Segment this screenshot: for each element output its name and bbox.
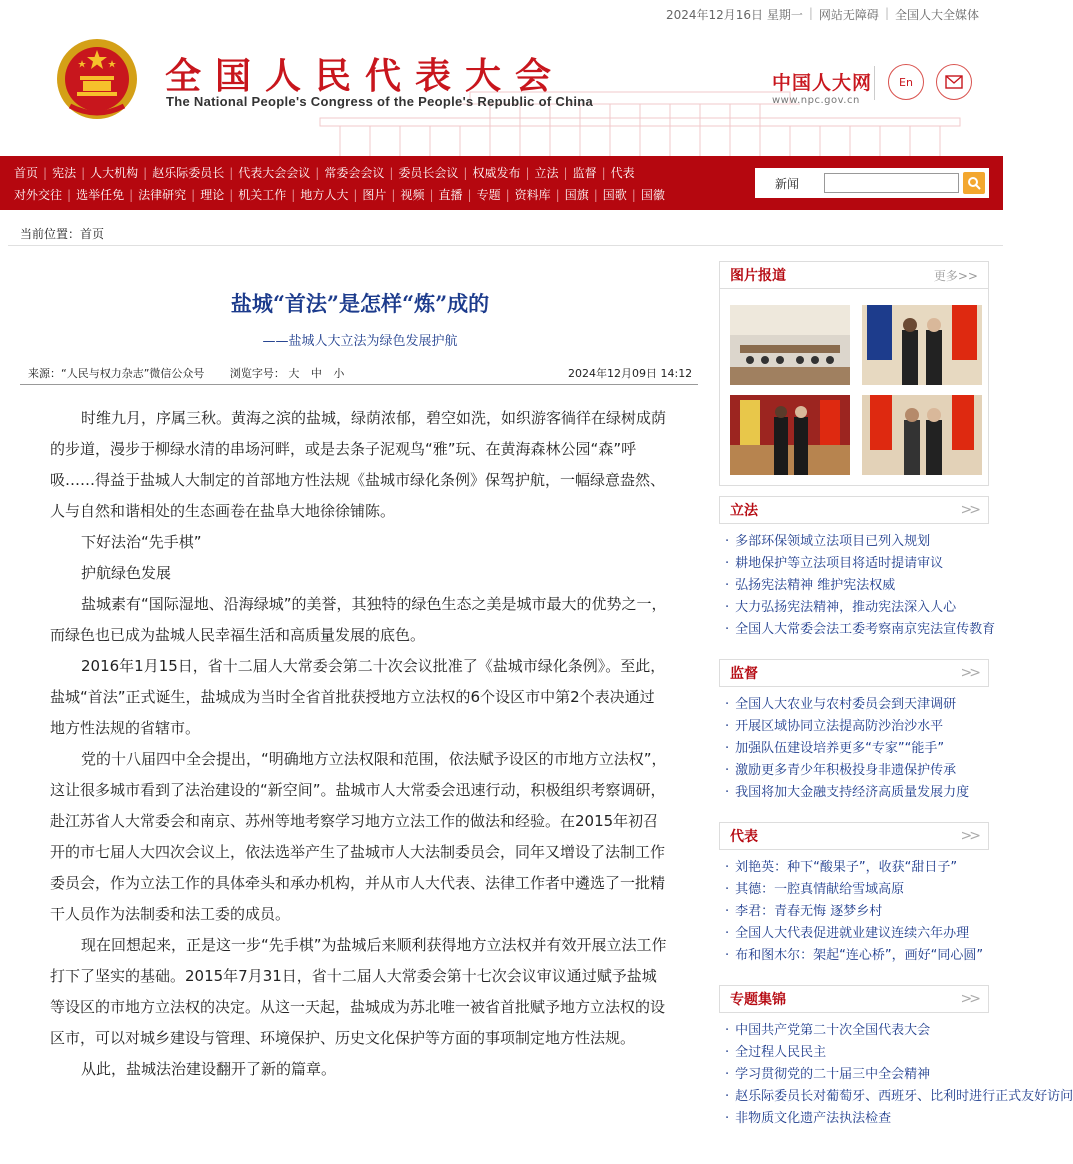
nav-separator: | [67,188,72,202]
site-header [0,28,1003,156]
article-paragraph: 护航绿色发展 [81,564,172,582]
nav-item[interactable]: 专题 [476,188,501,202]
news-link[interactable]: · 李君：青春无悔 逐梦乡村 [725,901,987,923]
news-link[interactable]: · 刘艳英：种下“酸果子”，收获“甜日子” [725,857,987,879]
nav-separator: | [593,188,598,202]
nav-separator: | [353,188,358,202]
article-paragraph: 盐城素有“国际湿地、沿海绿城”的美誉，其独特的绿色生态之美是城市最大的优势之一，而绿色也已成为盐城人民幸福生活和高质量发展的底色。 [50,595,667,644]
accessibility-link[interactable]: 网站无障碍 [818,8,879,22]
nav-item[interactable]: 国旗 [564,188,589,202]
news-link[interactable]: · 加强队伍建设培养更多“专家”“能手” [725,738,987,760]
nav-item[interactable]: 资料库 [514,188,551,202]
sidebar [719,261,1073,1148]
news-link[interactable]: · 大力弘扬宪法精神，推动宪法深入人心 [725,597,987,619]
nav-separator: | [525,166,530,180]
nav-item[interactable]: 国歌 [602,188,627,202]
photo-handshake-3[interactable] [862,395,982,475]
mail-icon [945,75,963,89]
english-button[interactable]: En [888,64,924,100]
nav-item[interactable]: 常委会会议 [324,166,385,180]
nav-item[interactable]: 地方人大 [300,188,349,202]
top-utility-bar [0,0,1003,28]
photo-handshake-2[interactable] [730,395,850,475]
search-scope-label[interactable]: 新闻 [775,176,800,191]
divider [874,66,875,100]
article-date: 2024年12月09日 14:12 [568,367,693,380]
nav-item[interactable]: 法律研究 [138,188,187,202]
nav-item[interactable]: 权威发布 [472,166,521,180]
nav-separator: | [505,188,510,202]
nav-item[interactable]: 首页 [14,166,39,180]
supervision-list [719,687,989,810]
chevron-right-icon[interactable]: >> [960,665,978,681]
topics-list [719,1013,1073,1136]
news-link[interactable]: · 激励更多青少年积极投身非遗保护传承 [725,760,987,782]
article-paragraph: 党的十八届四中全会提出，“明确地方立法权限和范围，依法赋予设区的市地方立法权”，这让很多城市看到了法治建设的“新空间”。盐城市人大常委会迅速行动，积极组织考察调研，赴江苏省人大常委会和南京、苏州等地考察学习地方立法工作的做法和经验。在2015年初召开的市七届人大四次会议上，依法选举产生了盐城市人大法制委员会，同年又增设了法制工作委员会，作为立法工作的具体牵头和承办机构，并从市人大代表、法律工作者中遴选了一批精干人员作为法制委和法工委的成员。 [50,750,667,923]
nav-item[interactable]: 委员长会议 [398,166,459,180]
font-size-medium[interactable]: 中 [310,367,322,380]
font-size-label: 浏览字号： [229,367,285,380]
nav-item[interactable]: 赵乐际委员长 [152,166,225,180]
news-link[interactable]: · 其德：一腔真情献给雪域高原 [725,879,987,901]
nav-item[interactable]: 选举任免 [76,188,125,202]
news-link[interactable]: · 我国将加大金融支持经济高质量发展力度 [725,782,987,804]
news-link[interactable]: · 全过程人民民主 [725,1042,987,1064]
nav-separator: | [389,166,394,180]
article-paragraph: 下好法治“先手棋” [81,533,202,551]
search-button[interactable] [963,172,985,194]
npc-logo-text: 中国人大网 [772,72,873,94]
article-title: 盐城“首法”是怎样“炼”成的 [230,291,490,316]
nav-separator: | [391,188,396,202]
chevron-right-icon[interactable]: >> [960,991,978,1007]
nav-separator: | [601,166,606,180]
nav-item[interactable]: 直播 [438,188,463,202]
national-emblem-icon [52,36,142,122]
article-body [20,403,698,1085]
site-title-en: The National People's Congress of the People's Republic of China [166,94,593,109]
nav-separator: | [229,166,234,180]
news-link[interactable]: · 耕地保护等立法项目将适时提请审议 [725,553,987,575]
photo-meeting-room[interactable] [730,305,850,385]
news-link[interactable]: · 学习贯彻党的二十届三中全会精神 [725,1064,987,1086]
nav-item[interactable]: 图片 [362,188,387,202]
mail-button[interactable] [936,64,972,100]
photo-more-link[interactable]: 更多>> [933,268,978,283]
article-meta [20,363,698,385]
news-link[interactable]: · 中国共产党第二十次全国代表大会 [725,1020,987,1042]
nav-separator: | [429,188,434,202]
search-box [755,168,989,198]
nav-item[interactable]: 代表大会会议 [238,166,311,180]
nav-row-1 [14,162,694,184]
nav-separator: | [563,166,568,180]
separator: | [884,6,889,20]
nav-item[interactable]: 视频 [400,188,425,202]
news-link[interactable]: · 多部环保领域立法项目已列入规划 [725,531,987,553]
npc-logo-url: www.npc.gov.cn [772,95,860,106]
nav-item[interactable]: 宪法 [52,166,77,180]
nav-separator: | [631,188,636,202]
news-link[interactable]: · 弘扬宪法精神 维护宪法权威 [725,575,987,597]
nav-item[interactable]: 国徽 [640,188,665,202]
font-size-large[interactable]: 大 [288,367,300,380]
chevron-right-icon[interactable]: >> [960,828,978,844]
legislation-title[interactable]: 立法 [730,503,758,519]
topics-title[interactable]: 专题集锦 [730,992,786,1008]
article-paragraph: 现在回想起来，正是这一步“先手棋”为盐城后来顺利获得地方立法权并有效开展立法工作打下了坚实的基础。2015年7月31日，省十二届人大常委会第十七次会议审议通过赋予盐城等设区的市地方立法权的决定。从这一天起，盐城成为苏北唯一被省首批赋予地方立法权的设区市，可以对城乡建设与管理、环境保护、历史文化保护等方面的事项制定地方性法规。 [50,936,667,1047]
nav-separator: | [555,188,560,202]
nav-item[interactable]: 对外交往 [14,188,63,202]
photo-handshake-1[interactable] [862,305,982,385]
article-paragraph: 2016年1月15日，省十二届人大常委会第二十次会议批准了《盐城市绿化条例》。至此，盐城“首法”正式诞生，盐城成为当时全省首批获授地方立法权的6个设区市中第2个表决通过地方性法规的省辖市。 [50,657,666,737]
photo-report-header [719,261,989,289]
article-source: 来源：“人民与权力杂志”微信公众号 [28,367,205,380]
nav-item[interactable]: 人大机构 [90,166,139,180]
article-subtitle: ——盐城人大立法为绿色发展护航 [262,334,458,349]
article-paragraph: 从此，盐城法治建设翻开了新的篇章。 [81,1060,337,1078]
nav-row-2 [14,184,694,206]
nav-separator: | [143,166,148,180]
nav-separator: | [291,188,296,202]
article-paragraph: 时维九月，序属三秋。黄海之滨的盐城，绿荫浓郁，碧空如洗，如织游客徜徉在绿树成荫的步道，漫步于柳绿水清的串场河畔，或是去条子泥观鸟“雅”玩、在黄海森林公园“森”呼吸……得益于盐城人大制定的首部地方性法规《盐城市绿化条例》保驾护航，一幅绿意盎然、人与自然和谐相处的生态画卷在盐阜大地徐徐铺陈。 [50,409,667,520]
nav-item[interactable]: 监督 [572,166,597,180]
nav-item[interactable]: 立法 [534,166,559,180]
breadcrumb: 当前位置：首页 [8,222,1003,246]
site-title-cn: 全国人民代表大会 [165,55,566,97]
article [20,262,700,1085]
chevron-right-icon[interactable]: >> [960,502,978,518]
separator: | [808,6,813,20]
main-navigation [0,156,1003,210]
supervision-title[interactable]: 监督 [730,666,758,682]
nav-item[interactable]: 机关工作 [238,188,287,202]
news-link[interactable]: · 全国人大农业与农村委员会到天津调研 [725,694,987,716]
search-icon [967,176,981,190]
legislation-list [719,524,996,647]
nav-separator: | [315,166,320,180]
deputies-title[interactable]: 代表 [730,829,758,845]
news-link[interactable]: · 赵乐际委员长对葡萄牙、西班牙、比利时进行正式友好访问 [725,1086,987,1108]
nav-item[interactable]: 代表 [610,166,635,180]
news-link[interactable]: · 全国人大代表促进就业建议连续六年办理 [725,923,987,945]
topics-header [719,985,989,1013]
photo-report-title[interactable]: 图片报道 [730,268,786,284]
nav-separator: | [191,188,196,202]
nav-separator: | [43,166,48,180]
deputies-list [719,850,989,973]
news-link[interactable]: · 非物质文化遗产法执法检查 [725,1108,987,1130]
photo-grid [719,289,989,486]
news-link[interactable]: · 全国人大常委会法工委考察南京宪法宣传教育 [725,619,987,641]
nav-separator: | [229,188,234,202]
nav-item[interactable]: 理论 [200,188,225,202]
news-link[interactable]: · 开展区域协同立法提高防沙治沙水平 [725,716,987,738]
media-link[interactable]: 全国人大全媒体 [894,8,979,22]
search-input[interactable] [824,173,959,193]
nav-separator: | [463,166,468,180]
font-size-small[interactable]: 小 [333,367,345,380]
npc-logo[interactable] [772,68,872,108]
nav-separator: | [467,188,472,202]
current-date: 2024年12月16日 星期一 [665,8,803,22]
nav-separator: | [81,166,86,180]
deputies-header [719,822,989,850]
legislation-header [719,496,989,524]
nav-separator: | [129,188,134,202]
supervision-header [719,659,989,687]
news-link[interactable]: · 布和图木尔：架起“连心桥”，画好“同心圆” [725,945,987,967]
